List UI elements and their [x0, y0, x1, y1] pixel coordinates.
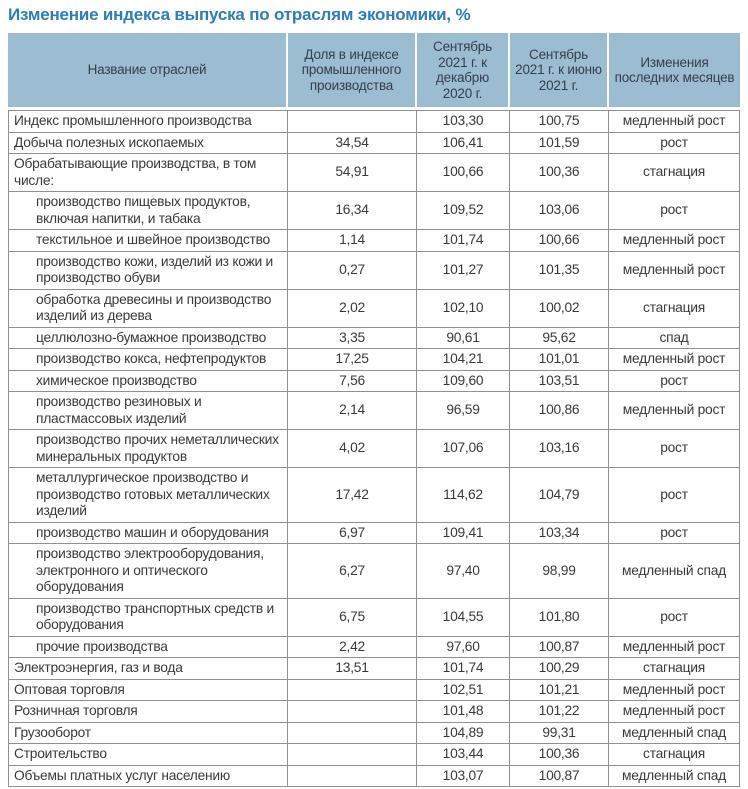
cell-trend: стагнация	[609, 154, 740, 192]
cell-share-in-index: 6,27	[288, 544, 417, 599]
cell-share-in-index	[288, 701, 417, 723]
table-row	[8, 430, 740, 468]
col-header-sep2021-vs-jun2021: Сентябрь 2021 г. к июню 2021 г.	[510, 33, 609, 110]
cell-sep2021-vs-jun2021: 100,75	[510, 110, 609, 133]
table-header-row	[8, 33, 740, 110]
cell-trend: медленный рост	[609, 701, 740, 723]
cell-share-in-index: 2,14	[288, 392, 417, 430]
cell-sep2021-vs-dec2020: 90,61	[417, 328, 510, 350]
table-row	[8, 230, 740, 252]
cell-sep2021-vs-jun2021: 101,21	[510, 680, 609, 702]
cell-sep2021-vs-dec2020: 109,41	[417, 523, 510, 545]
table-row	[8, 392, 740, 430]
cell-share-in-index: 13,51	[288, 658, 417, 680]
table-row	[8, 544, 740, 599]
cell-sep2021-vs-jun2021: 100,29	[510, 658, 609, 680]
cell-sep2021-vs-jun2021: 103,51	[510, 371, 609, 393]
cell-trend: спад	[609, 328, 740, 350]
cell-sep2021-vs-jun2021: 100,36	[510, 744, 609, 766]
cell-sep2021-vs-jun2021: 101,22	[510, 701, 609, 723]
cell-sep2021-vs-dec2020: 103,07	[417, 766, 510, 788]
table-row	[8, 723, 740, 745]
cell-sep2021-vs-dec2020: 101,48	[417, 701, 510, 723]
cell-sep2021-vs-jun2021: 100,36	[510, 154, 609, 192]
col-header-recent-changes: Изменения последних месяцев	[609, 33, 740, 110]
cell-trend: рост	[609, 430, 740, 468]
table-row	[8, 680, 740, 702]
cell-sep2021-vs-dec2020: 102,51	[417, 680, 510, 702]
cell-sep2021-vs-dec2020: 104,21	[417, 349, 510, 371]
cell-trend: медленный спад	[609, 544, 740, 599]
page-title: Изменение индекса выпуска по отраслям экономики, %	[8, 5, 471, 24]
cell-sep2021-vs-dec2020: 97,40	[417, 544, 510, 599]
table-row	[8, 349, 740, 371]
col-header-sep2021-vs-dec2020: Сентябрь 2021 г. к декабрю 2020 г.	[417, 33, 510, 110]
cell-trend: медленный рост	[609, 110, 740, 133]
cell-trend: медленный спад	[609, 766, 740, 788]
cell-sep2021-vs-jun2021: 101,59	[510, 133, 609, 155]
cell-trend: рост	[609, 371, 740, 393]
cell-sep2021-vs-dec2020: 100,66	[417, 154, 510, 192]
cell-share-in-index	[288, 766, 417, 788]
table-row	[8, 599, 740, 637]
col-header-share-in-index: Доля в индексе промышленного производства	[288, 33, 417, 110]
cell-share-in-index: 17,25	[288, 349, 417, 371]
cell-sep2021-vs-jun2021: 100,87	[510, 766, 609, 788]
cell-trend: стагнация	[609, 658, 740, 680]
cell-share-in-index: 0,27	[288, 252, 417, 290]
cell-sector-name: химическое производство	[8, 371, 288, 393]
cell-trend: рост	[609, 133, 740, 155]
cell-trend: медленный рост	[609, 230, 740, 252]
table-row	[8, 192, 740, 230]
table-row	[8, 252, 740, 290]
cell-share-in-index: 34,54	[288, 133, 417, 155]
table-row	[8, 701, 740, 723]
cell-sep2021-vs-jun2021: 101,80	[510, 599, 609, 637]
cell-trend: рост	[609, 192, 740, 230]
cell-share-in-index	[288, 723, 417, 745]
cell-sector-name: металлургическое производство и производство готовых металлических изделий	[8, 468, 288, 523]
cell-sector-name: производство резиновых и пластмассовых изделий	[8, 392, 288, 430]
cell-share-in-index: 3,35	[288, 328, 417, 350]
cell-share-in-index: 1,14	[288, 230, 417, 252]
cell-sector-name: производство кожи, изделий из кожи и производство обуви	[8, 252, 288, 290]
industry-output-index-table	[8, 33, 740, 787]
table-row	[8, 744, 740, 766]
cell-trend: медленный рост	[609, 680, 740, 702]
cell-share-in-index: 16,34	[288, 192, 417, 230]
cell-sector-name: прочие производства	[8, 637, 288, 659]
cell-sep2021-vs-jun2021: 104,79	[510, 468, 609, 523]
cell-sep2021-vs-dec2020: 101,27	[417, 252, 510, 290]
cell-sector-name: Добыча полезных ископаемых	[8, 133, 288, 155]
cell-sep2021-vs-dec2020: 101,74	[417, 658, 510, 680]
cell-trend: медленный рост	[609, 252, 740, 290]
cell-sep2021-vs-dec2020: 104,89	[417, 723, 510, 745]
cell-sector-name: производство электрооборудования, электронного и оптического оборудования	[8, 544, 288, 599]
cell-sector-name: текстильное и швейное производство	[8, 230, 288, 252]
cell-share-in-index: 2,02	[288, 290, 417, 328]
table-row	[8, 290, 740, 328]
table-row	[8, 523, 740, 545]
table-row	[8, 110, 740, 133]
cell-sector-name: Электроэнергия, газ и вода	[8, 658, 288, 680]
cell-sep2021-vs-dec2020: 96,59	[417, 392, 510, 430]
cell-share-in-index	[288, 680, 417, 702]
cell-trend: медленный рост	[609, 392, 740, 430]
cell-sep2021-vs-dec2020: 103,30	[417, 110, 510, 133]
cell-share-in-index: 17,42	[288, 468, 417, 523]
cell-sep2021-vs-jun2021: 101,35	[510, 252, 609, 290]
cell-share-in-index: 2,42	[288, 637, 417, 659]
cell-sep2021-vs-dec2020: 106,41	[417, 133, 510, 155]
cell-trend: медленный рост	[609, 637, 740, 659]
cell-share-in-index: 4,02	[288, 430, 417, 468]
cell-sep2021-vs-jun2021: 100,02	[510, 290, 609, 328]
cell-share-in-index	[288, 110, 417, 133]
table-row	[8, 154, 740, 192]
cell-sector-name: обработка древесины и производство изделий из дерева	[8, 290, 288, 328]
cell-sector-name: Строительство	[8, 744, 288, 766]
col-header-sector-name: Название отраслей	[8, 33, 288, 110]
cell-sector-name: производство транспортных средств и оборудования	[8, 599, 288, 637]
cell-trend: рост	[609, 599, 740, 637]
cell-sector-name: производство пищевых продуктов, включая напитки, и табака	[8, 192, 288, 230]
cell-share-in-index: 6,97	[288, 523, 417, 545]
cell-trend: медленный рост	[609, 349, 740, 371]
cell-sep2021-vs-jun2021: 99,31	[510, 723, 609, 745]
cell-trend: рост	[609, 468, 740, 523]
table-row	[8, 637, 740, 659]
table-row	[8, 468, 740, 523]
cell-sep2021-vs-jun2021: 98,99	[510, 544, 609, 599]
cell-trend: рост	[609, 523, 740, 545]
table-row	[8, 766, 740, 788]
cell-sep2021-vs-jun2021: 103,06	[510, 192, 609, 230]
cell-share-in-index: 7,56	[288, 371, 417, 393]
cell-sector-name: Розничная торговля	[8, 701, 288, 723]
cell-sector-name: производство кокса, нефтепродуктов	[8, 349, 288, 371]
cell-sep2021-vs-jun2021: 103,16	[510, 430, 609, 468]
cell-sep2021-vs-jun2021: 101,01	[510, 349, 609, 371]
cell-sector-name: Индекс промышленного производства	[8, 110, 288, 133]
cell-sector-name: целлюлозно-бумажное производство	[8, 328, 288, 350]
cell-sep2021-vs-dec2020: 114,62	[417, 468, 510, 523]
table-body	[8, 110, 740, 787]
cell-sep2021-vs-jun2021: 100,86	[510, 392, 609, 430]
cell-sector-name: производство прочих неметаллических минеральных продуктов	[8, 430, 288, 468]
cell-sep2021-vs-dec2020: 103,44	[417, 744, 510, 766]
cell-sep2021-vs-jun2021: 103,34	[510, 523, 609, 545]
table-row	[8, 658, 740, 680]
cell-sep2021-vs-dec2020: 104,55	[417, 599, 510, 637]
cell-sector-name: Оптовая торговля	[8, 680, 288, 702]
cell-sep2021-vs-dec2020: 109,60	[417, 371, 510, 393]
cell-sep2021-vs-dec2020: 97,60	[417, 637, 510, 659]
cell-trend: медленный спад	[609, 723, 740, 745]
table-row	[8, 328, 740, 350]
cell-sep2021-vs-jun2021: 100,66	[510, 230, 609, 252]
cell-sep2021-vs-dec2020: 102,10	[417, 290, 510, 328]
cell-trend: стагнация	[609, 744, 740, 766]
cell-trend: стагнация	[609, 290, 740, 328]
cell-sector-name: Объемы платных услуг населению	[8, 766, 288, 788]
table-row	[8, 133, 740, 155]
cell-share-in-index	[288, 744, 417, 766]
cell-sector-name: производство машин и оборудования	[8, 523, 288, 545]
cell-sector-name: Обрабатывающие производства, в том числе:	[8, 154, 288, 192]
cell-sep2021-vs-dec2020: 107,06	[417, 430, 510, 468]
cell-share-in-index: 54,91	[288, 154, 417, 192]
cell-sector-name: Грузооборот	[8, 723, 288, 745]
cell-sep2021-vs-jun2021: 95,62	[510, 328, 609, 350]
table-row	[8, 371, 740, 393]
cell-sep2021-vs-dec2020: 101,74	[417, 230, 510, 252]
cell-sep2021-vs-dec2020: 109,52	[417, 192, 510, 230]
cell-share-in-index: 6,75	[288, 599, 417, 637]
cell-sep2021-vs-jun2021: 100,87	[510, 637, 609, 659]
